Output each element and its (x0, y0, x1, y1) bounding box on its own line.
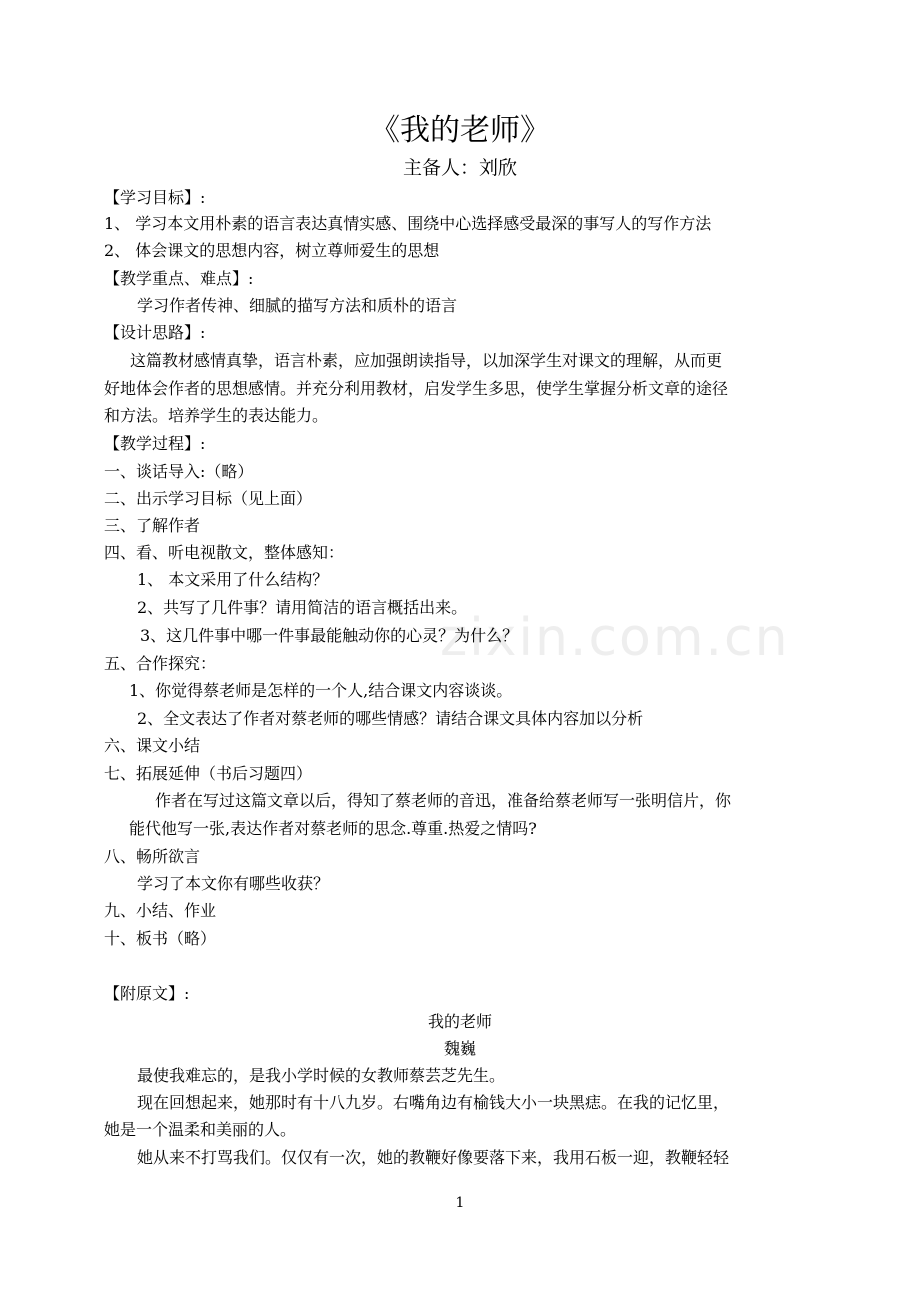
page-number: 1 (455, 1195, 465, 1211)
author-line: 主备人：刘欣 (402, 157, 517, 179)
original-author: 魏巍 (443, 1039, 476, 1058)
watermark: zixin.com.cn (440, 608, 790, 668)
appendix-heading: 【附原文】: (104, 984, 190, 1003)
step-7-line-2: 能代他写一张,表达作者对蔡老师的思念.尊重.热爱之情吗? (129, 819, 537, 838)
original-paragraph-1: 最使我难忘的，是我小学时候的女教师蔡芸芝先生。 (137, 1066, 506, 1085)
step-4-question-3: 3、这几件事中哪一件事最能触动你的心灵？为什么？ (140, 626, 519, 645)
step-5-question-2: 2、全文表达了作者对蔡老师的哪些情感？请结合课文具体内容加以分析 (137, 709, 644, 728)
step-6: 六、课文小结 (104, 736, 201, 755)
step-4: 四、看、听电视散文，整体感知： (104, 543, 345, 562)
objectives-heading: 【学习目标】: (104, 188, 206, 207)
step-4-question-1: 1、 本文采用了什么结构？ (137, 570, 329, 589)
step-5: 五、合作探究： (104, 654, 217, 673)
step-2: 二、出示学习目标（见上面） (104, 489, 313, 508)
step-10: 十、板书（略） (104, 929, 217, 948)
step-3: 三、了解作者 (104, 516, 201, 535)
original-paragraph-2-line-2: 她是一个温柔和美丽的人。 (104, 1120, 297, 1139)
objective-1: 1、 学习本文用朴素的语言表达真情实感、围绕中心选择感受最深的事写人的写作方法 (104, 214, 712, 233)
objective-2: 2、 体会课文的思想内容，树立尊师爱生的思想 (104, 241, 440, 260)
document-title: 《我的老师》 (370, 113, 550, 148)
step-4-question-2: 2、共写了几件事？请用简洁的语言概括出来。 (137, 598, 468, 617)
design-heading: 【设计思路】: (104, 323, 206, 342)
original-title: 我的老师 (427, 1012, 492, 1031)
original-paragraph-3: 她从来不打骂我们。仅仅有一次，她的教鞭好像要落下来，我用石板一迎，教鞭轻轻 (137, 1148, 730, 1167)
step-1: 一、谈话导入:（略） (104, 462, 254, 481)
step-8-line: 学习了本文你有哪些收获？ (137, 874, 330, 893)
keypoints-heading: 【教学重点、难点】: (104, 269, 254, 288)
keypoints-text: 学习作者传神、细腻的描写方法和质朴的语言 (137, 296, 458, 315)
step-7: 七、拓展延伸（书后习题四） (104, 764, 313, 783)
step-9: 九、小结、作业 (104, 901, 217, 920)
design-line-3: 和方法。培养学生的表达能力。 (104, 406, 329, 425)
step-8: 八、畅所欲言 (104, 847, 201, 866)
design-line-1: 这篇教材感情真挚，语言朴素，应加强朗读指导，以加深学生对课文的理解，从而更 (130, 351, 723, 370)
original-paragraph-2-line-1: 现在回想起来，她那时有十八九岁。右嘴角边有榆钱大小一块黑痣。在我的记忆里， (137, 1093, 730, 1112)
step-5-question-1: 1、你觉得蔡老师是怎样的一个人,结合课文内容谈谈。 (129, 681, 513, 700)
process-heading: 【教学过程】: (104, 434, 206, 453)
step-7-line-1: 作者在写过这篇文章以后，得知了蔡老师的音迅，准备给蔡老师写一张明信片，你 (155, 791, 732, 810)
design-line-2: 好地体会作者的思想感情。并充分利用教材，启发学生多思，使学生掌握分析文章的途径 (104, 379, 729, 398)
